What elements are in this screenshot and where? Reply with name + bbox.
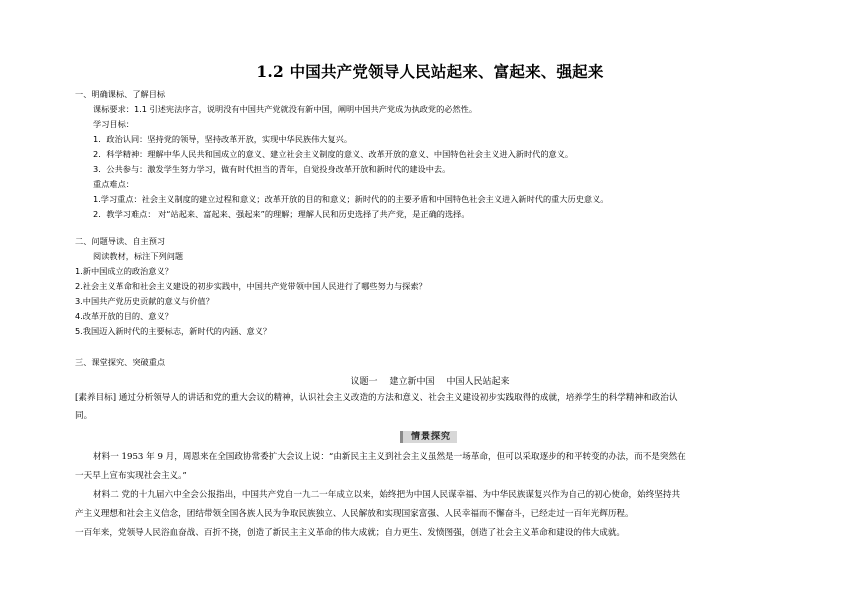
topic-part-b: 中国人民站起来	[446, 377, 510, 387]
material-two-line: 材料二 党的十九届六中全会公报指出，中国共产党自一九二一年成立以来，始终把为中国人民谋幸福、为中华民族谋复兴作为自己的初心使命，始终坚持共	[93, 490, 681, 500]
competency-goal-line: [素养目标] 通过分析领导人的讲话和党的重大会议的精神，认识社会主义改造的方法和意义、社会主义建设初步实践取得的成就，培养学生的科学精神和政治认	[75, 393, 678, 403]
material-two-line: 一百年来，党领导人民浴血奋战、百折不挠，创造了新民主主义革命的伟大成就；自力更生、发愤图强，创造了社会主义革命和建设的伟大成就。	[75, 528, 626, 538]
topic-part-a: 建立新中国	[389, 377, 435, 387]
scenario-badge: 情景探究	[400, 431, 457, 443]
material-one-line: 材料一 1953 年 9 月，周恩来在全国政协常委扩大会议上说：“由新民主主义到社会主义虽然是一场革命，但可以采取逐步的和平转变的办法，而不是突然在	[93, 452, 686, 462]
section3-heading: 三、课堂探究、突破重点	[75, 357, 166, 367]
section1-heading: 一、明确课标、了解目标	[75, 89, 166, 99]
question-item: 4.改革开放的目的、意义？	[75, 311, 173, 321]
question-item: 1.新中国成立的政治意义？	[75, 266, 173, 276]
material-two-line: 产主义理想和社会主义信念，团结带领全国各族人民为争取民族独立、人民解放和实现国家富强、人民幸福而不懈奋斗，已经走过一百年光辉历程。	[75, 509, 634, 519]
goal-item: 2．科学精神：理解中华人民共和国成立的意义、建立社会主义制度的意义、改革开放的意义、中国特色社会主义进入新时代的意义。	[93, 149, 574, 159]
keypoints-label: 重点难点：	[93, 179, 134, 189]
material-one-line: 一天早上宣布实现社会主义。”	[75, 471, 187, 481]
goal-item: 1．政治认同：坚持党的领导，坚持改革开放，实现中华民族伟大复兴。	[93, 134, 353, 144]
topic-label: 议题一	[350, 377, 378, 387]
topic-heading	[0, 374, 860, 387]
competency-goal-line: 同。	[75, 411, 93, 421]
keypoint-item: 2．教学习难点： 对“站起来、富起来、强起来”的理解；理解人民和历史选择了共产党，是正确的选择。	[93, 209, 470, 219]
goal-item: 3．公共参与：激发学生努力学习，做有时代担当的青年，自觉投身改革开放和新时代的建设中去。	[93, 164, 451, 174]
page-title: 1.2 中国共产党领导人民站起来、富起来、强起来	[256, 62, 604, 81]
question-item: 3.中国共产党历史贡献的意义与价值？	[75, 296, 214, 306]
keypoint-item: 1.学习重点：社会主义制度的建立过程和意义；改革开放的目的和意义；新时代的的主要矛盾和中国特色社会主义进入新时代的重大历史意义。	[93, 194, 609, 204]
section2-heading: 二、问题导读、自主预习	[75, 236, 166, 246]
section2-intro: 阅读教材，标注下列问题	[93, 251, 184, 261]
curriculum-requirement: 课标要求：1.1 引述宪法序言，说明没有中国共产党就没有新中国，阐明中国共产党成为执政党的必然性。	[93, 104, 478, 114]
goals-label: 学习目标：	[93, 119, 134, 129]
question-item: 5.我国迈入新时代的主要标志，新时代的内涵、意义？	[75, 326, 272, 336]
question-item: 2.社会主义革命和社会主义建设的初步实践中，中国共产党带领中国人民进行了哪些努力与探索？	[75, 281, 427, 291]
